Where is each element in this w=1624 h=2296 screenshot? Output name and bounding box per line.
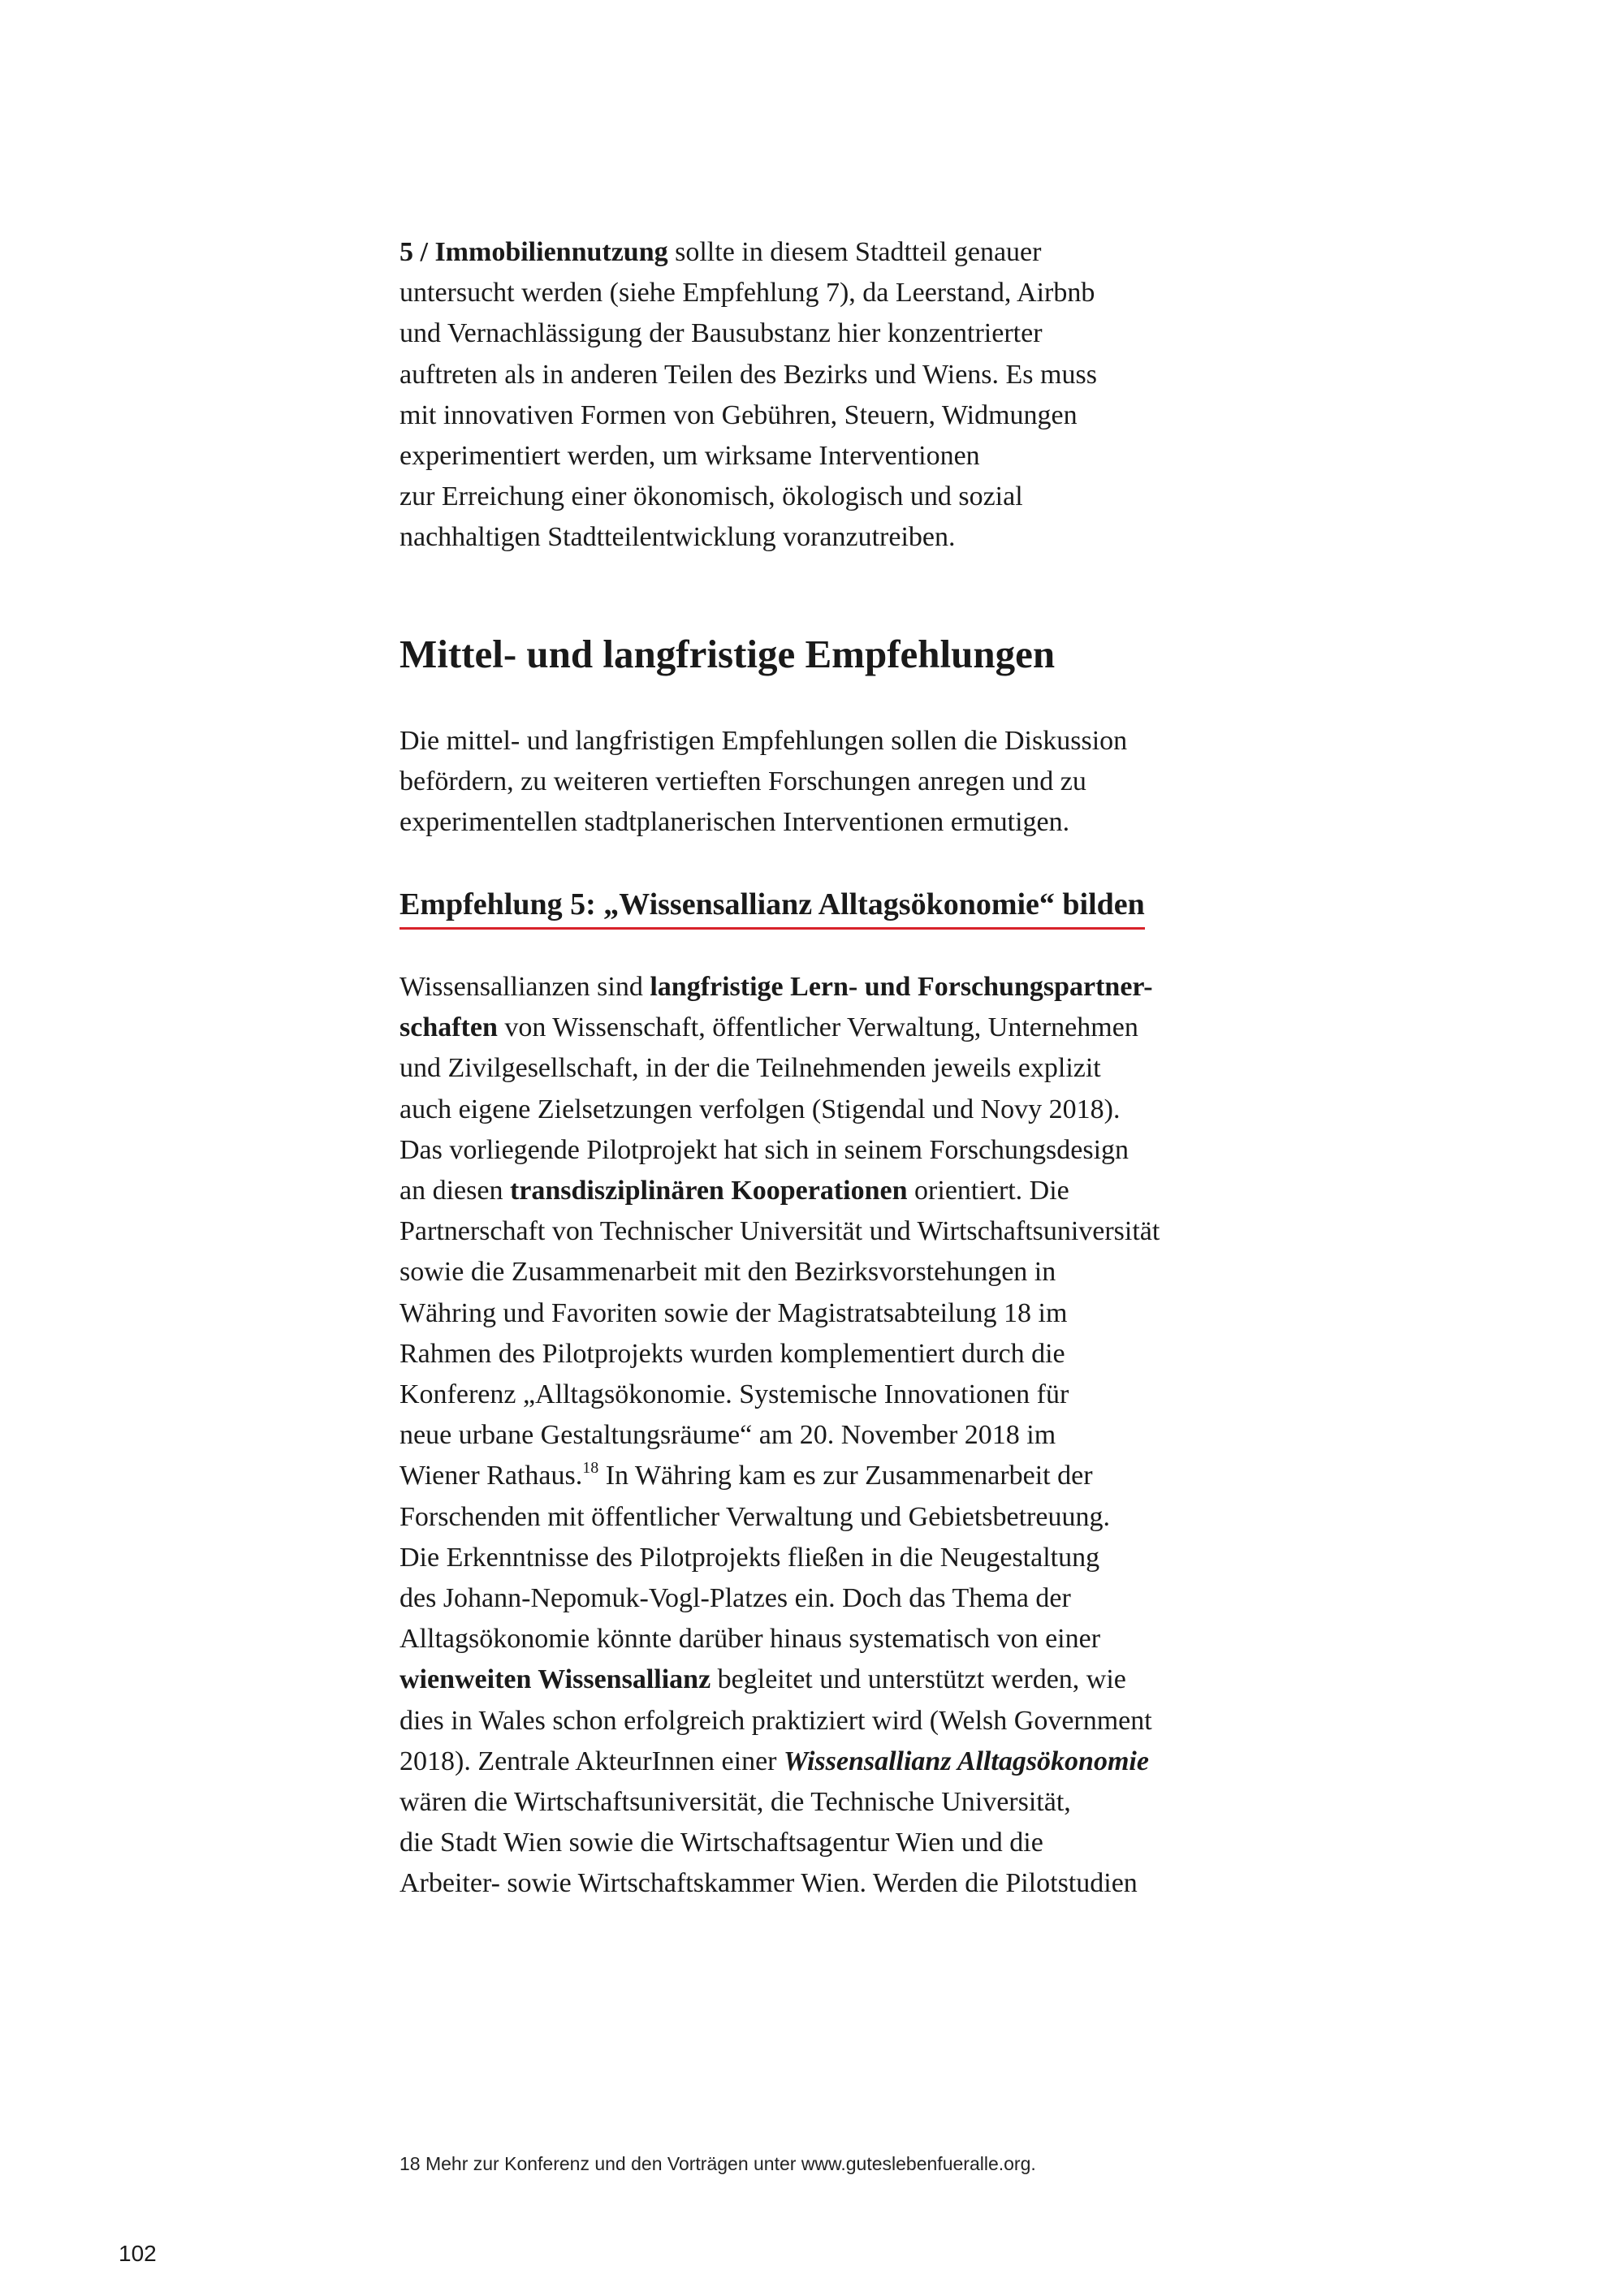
- text-line: [400, 313, 1276, 354]
- text-line: [400, 721, 1276, 762]
- text-run: wären die Wirtschaftsuniversität, die Technische Universität,: [400, 1787, 1071, 1818]
- text-line: [400, 1701, 1276, 1741]
- text-line: [400, 1863, 1276, 1904]
- text-line: [400, 1293, 1276, 1334]
- text-line: [400, 1578, 1276, 1619]
- text-line: [400, 967, 1276, 1008]
- text-line: [400, 395, 1276, 436]
- text-run: neue urbane Gestaltungsräume“ am 20. November 2018 im: [400, 1420, 1056, 1451]
- text-run: und Vernachlässigung der Bausubstanz hier konzentrierter: [400, 318, 1043, 349]
- text-run: an diesen: [400, 1176, 510, 1206]
- text-run: befördern, zu weiteren vertieften Forschungen anregen und zu: [400, 766, 1086, 797]
- text-run: In Währing kam es zur Zusammenarbeit der: [598, 1461, 1093, 1491]
- text-line: [400, 1782, 1276, 1823]
- emphasis-bold: transdisziplinären Kooperationen: [509, 1176, 908, 1206]
- text-run: Währing und Favoriten sowie der Magistratsabteilung 18 im: [400, 1297, 1068, 1328]
- text-line: [400, 762, 1276, 802]
- text-run: 2018). Zentrale AkteurInnen einer: [400, 1746, 784, 1776]
- text-line: [400, 1538, 1276, 1578]
- text-line: [400, 1659, 1276, 1700]
- text-run: von Wissenschaft, öffentlicher Verwaltung, Unternehmen: [497, 1012, 1138, 1043]
- text-run: Wiener Rathaus.: [400, 1461, 583, 1491]
- recommendation-body-paragraph: [400, 967, 1276, 1905]
- text-run: Die Erkenntnisse des Pilotprojekts fließen in die Neugestaltung: [400, 1542, 1100, 1573]
- text-run: begleitet und unterstützt werden, wie: [710, 1664, 1126, 1695]
- text-run: dies in Wales schon erfolgreich praktiziert wird (Welsh Government: [400, 1705, 1152, 1736]
- text-line: [400, 1375, 1276, 1415]
- page-number: 102: [119, 2241, 157, 2266]
- text-line: [400, 273, 1276, 313]
- text-run: untersucht werden (siehe Empfehlung 7), da Leerstand, Airbnb: [400, 278, 1095, 309]
- emphasis-bold: langfristige Lern- und Forschungspartner-: [650, 972, 1153, 1002]
- text-run: mit innovativen Formen von Gebühren, Steuern, Widmungen: [400, 399, 1078, 430]
- text-run: sowie die Zusammenarbeit mit den Bezirksvorstehungen in: [400, 1257, 1056, 1288]
- text-run: und Zivilgesellschaft, in der die Teilnehmenden jeweils explizit: [400, 1053, 1101, 1084]
- text-run: Konferenz „Alltagsökonomie. Systemische Innovationen für: [400, 1379, 1069, 1410]
- footnote-reference: 18: [582, 1459, 599, 1478]
- text-run: Wissensallianzen sind: [400, 972, 650, 1002]
- text-run: Partnerschaft von Technischer Universität und Wirtschaftsuniversität: [400, 1216, 1160, 1247]
- text-line: [400, 1090, 1276, 1130]
- text-line: [400, 1252, 1276, 1293]
- emphasis-bold: 5 / Immobiliennutzung: [400, 237, 668, 267]
- text-run: experimentiert werden, um wirksame Interventionen: [400, 441, 980, 472]
- text-line: [400, 1823, 1276, 1863]
- text-line: [400, 1741, 1276, 1782]
- text-run: zur Erreichung einer ökonomisch, ökologisch und sozial: [400, 481, 1023, 512]
- text-line: [400, 517, 1276, 558]
- text-run: auftreten als in anderen Teilen des Bezirks und Wiens. Es muss: [400, 359, 1097, 390]
- text-run: Alltagsökonomie könnte darüber hinaus systematisch von einer: [400, 1624, 1101, 1655]
- text-line: [400, 1456, 1276, 1496]
- text-line: [400, 802, 1276, 843]
- text-run: Die mittel- und langfristigen Empfehlungen sollen die Diskussion: [400, 726, 1128, 756]
- text-line: [400, 1008, 1276, 1048]
- text-run: experimentellen stadtplanerischen Interventionen ermutigen.: [400, 807, 1070, 838]
- text-run: Das vorliegende Pilotprojekt hat sich in seinem Forschungsdesign: [400, 1134, 1129, 1165]
- text-run: auch eigene Zielsetzungen verfolgen (Stigendal und Novy 2018).: [400, 1094, 1121, 1124]
- text-run: Rahmen des Pilotprojekts wurden komplementiert durch die: [400, 1338, 1065, 1369]
- emphasis-bold-italic: Wissensallianz Alltagsökonomie: [783, 1746, 1149, 1776]
- recommendation-heading: Empfehlung 5: „Wissensallianz Alltagsökonomie“ bilden: [400, 885, 1145, 930]
- text-line: [400, 1497, 1276, 1538]
- text-line: [400, 355, 1276, 395]
- text-line: [400, 477, 1276, 517]
- text-run: die Stadt Wien sowie die Wirtschaftsagentur Wien und die: [400, 1828, 1043, 1858]
- text-line: [400, 1334, 1276, 1375]
- text-run: Arbeiter- sowie Wirtschaftskammer Wien. Werden die Pilotstudien: [400, 1868, 1138, 1899]
- text-line: [400, 1130, 1276, 1171]
- text-run: des Johann-Nepomuk-Vogl-Platzes ein. Doch das Thema der: [400, 1583, 1071, 1614]
- emphasis-bold: schaften: [400, 1012, 498, 1043]
- text-line: [400, 1171, 1276, 1211]
- text-line: [400, 436, 1276, 477]
- text-run: orientiert. Die: [907, 1176, 1069, 1206]
- section-heading: Mittel- und langfristige Empfehlungen: [400, 632, 1056, 676]
- text-line: [400, 232, 1276, 273]
- text-line: [400, 1211, 1276, 1252]
- intro-paragraph: [400, 232, 1276, 559]
- text-run: sollte in diesem Stadtteil genauer: [667, 237, 1042, 267]
- text-run: nachhaltigen Stadtteilentwicklung voranzutreiben.: [400, 522, 956, 553]
- text-run: Forschenden mit öffentlicher Verwaltung und Gebietsbetreuung.: [400, 1501, 1110, 1532]
- text-line: [400, 1619, 1276, 1659]
- footnote: 18 Mehr zur Konferenz und den Vorträgen unter www.guteslebenfueralle.org.: [400, 2153, 1036, 2174]
- emphasis-bold: wienweiten Wissensallianz: [400, 1664, 711, 1695]
- section-intro-paragraph: [400, 721, 1276, 844]
- text-line: [400, 1048, 1276, 1089]
- text-line: [400, 1415, 1276, 1456]
